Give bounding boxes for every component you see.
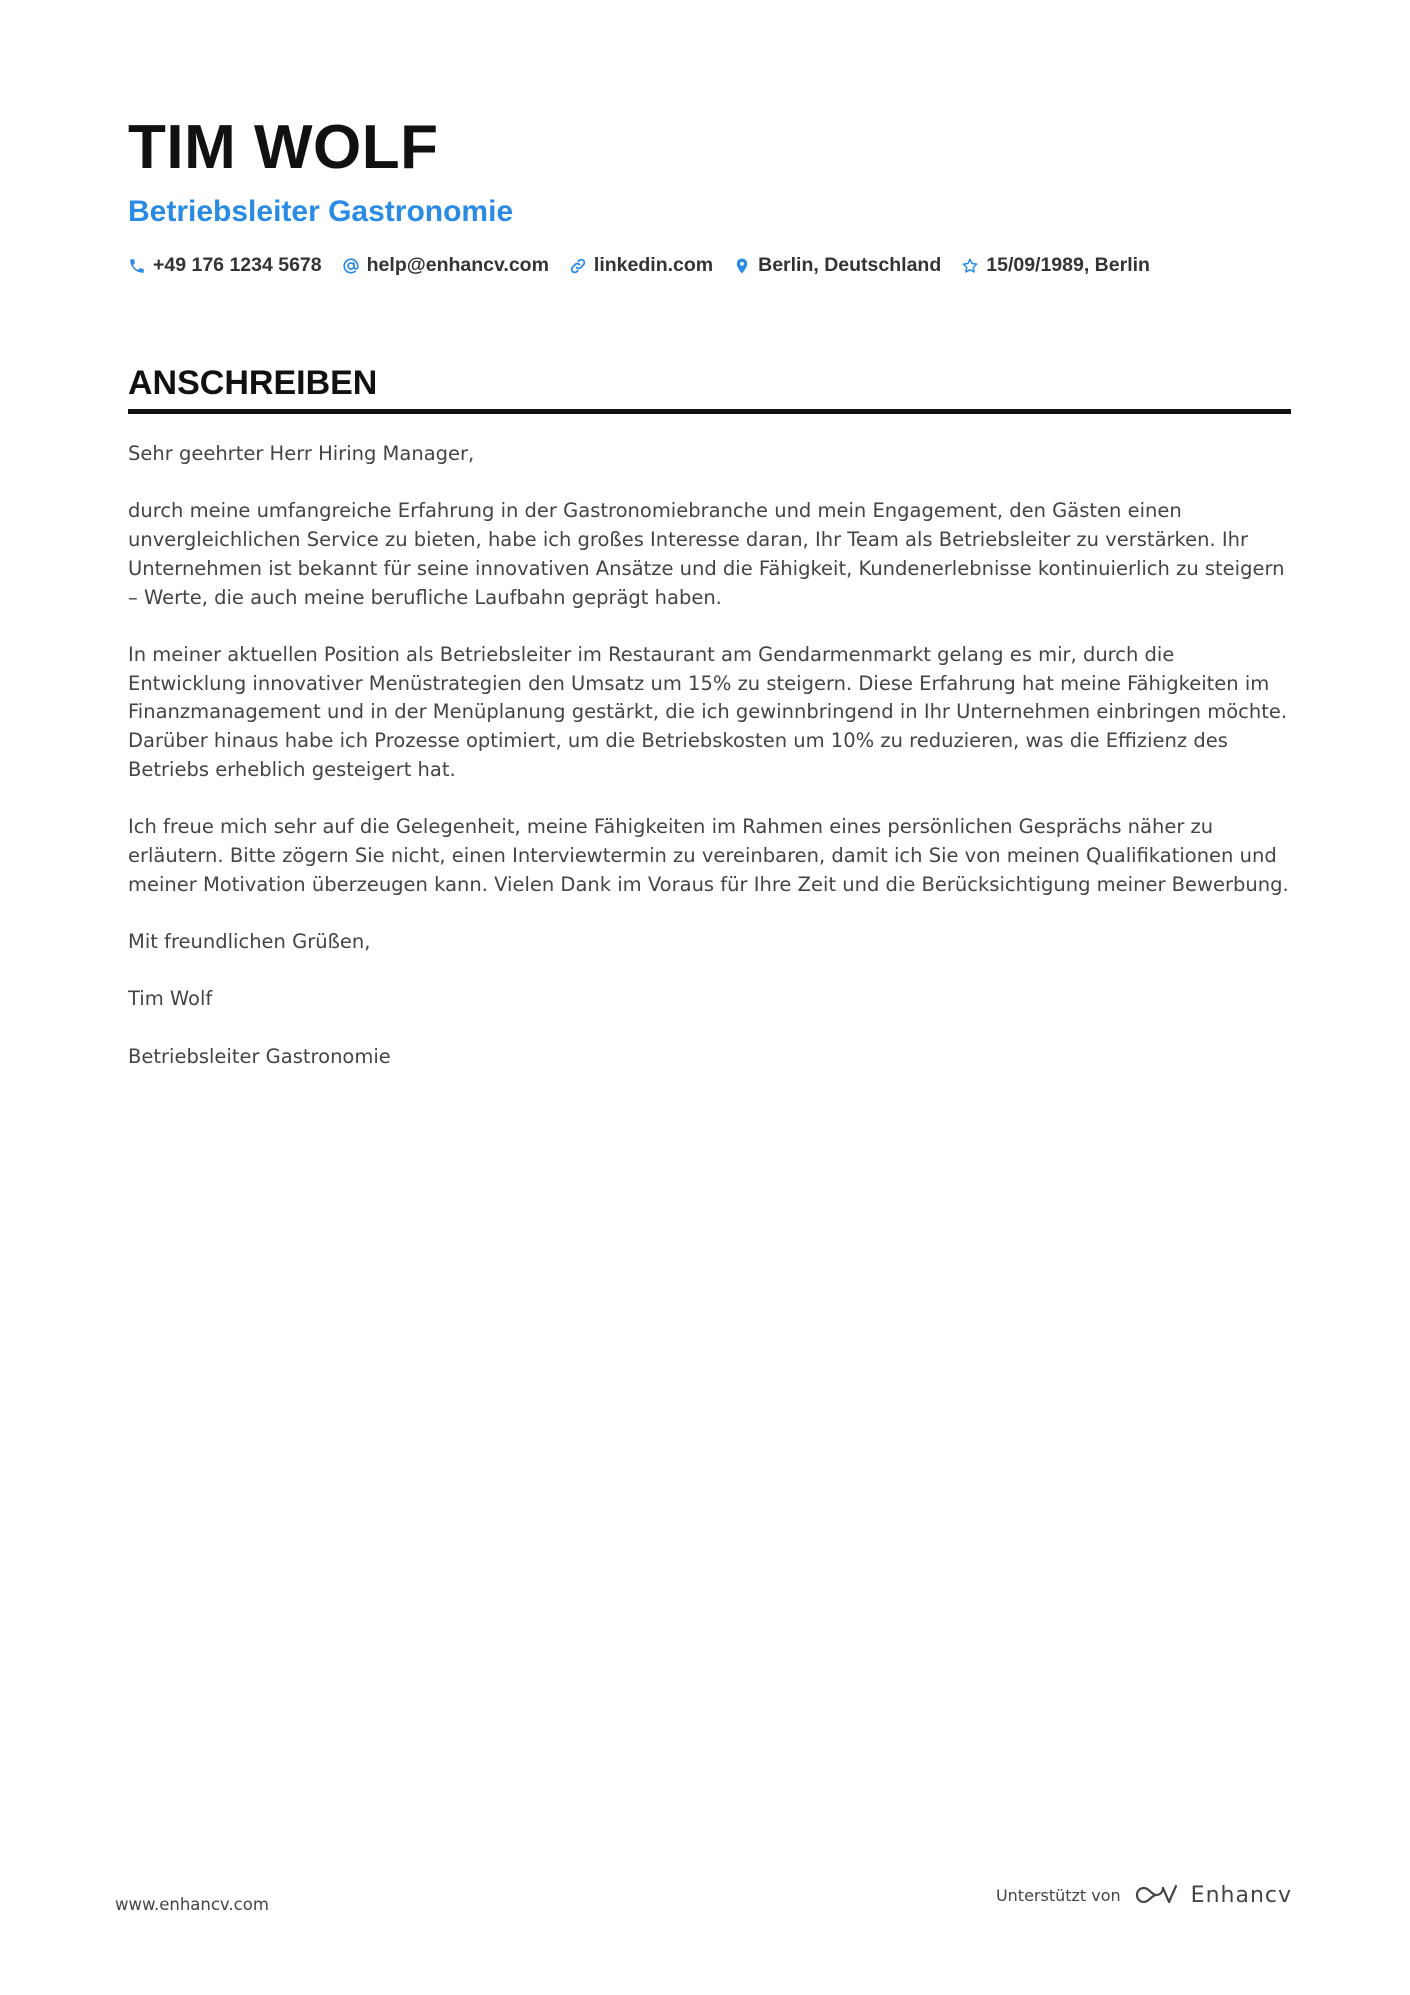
letter-body	[128, 440, 1291, 1071]
contact-birth-text: 15/09/1989, Berlin	[986, 254, 1150, 276]
brand-name: Enhancv	[1190, 1882, 1292, 1908]
contact-birth	[961, 254, 1150, 277]
location-pin-icon	[733, 257, 751, 275]
letter-salutation: Sehr geehrter Herr Hiring Manager,	[128, 442, 475, 465]
section-divider	[128, 409, 1291, 414]
enhancv-logo-icon	[1133, 1882, 1179, 1908]
link-icon	[569, 257, 587, 275]
candidate-name: TIM WOLF	[128, 113, 439, 182]
cover-letter-page	[128, 110, 1291, 1100]
contact-email-text: help@enhancv.com	[366, 254, 549, 276]
star-icon	[961, 257, 979, 275]
contact-linkedin-text: linkedin.com	[593, 254, 714, 276]
letter-paragraph: durch meine umfangreiche Erfahrung in der Gastronomiebranche und mein Engagement, den Gästen einen unvergleichlichen Service zu bieten, habe ich großes Interesse daran, Ihr Team als Betriebsleiter zu verstärken. Ihr Unternehmen ist bekannt für seine innovativen Ansätze und die Fähigkeit, Kundenerlebnisse kontinuierlich zu steigern – Werte, die auch meine berufliche Laufbahn geprägt haben.	[128, 499, 1285, 609]
contact-linkedin[interactable]	[569, 254, 713, 277]
letter-paragraph: In meiner aktuellen Position als Betriebsleiter im Restaurant am Gendarmenmarkt gelang es mir, durch die Entwicklung innovativer Menüstrategien den Umsatz um 15% zu steigern. Diese Erfahrung hat meine Fähigkeiten im Finanzmanagement und in der Menüplanung gestärkt, die ich gewinnbringend in Ihr Unternehmen einbringen möchte. Darüber hinaus habe ich Prozesse optimiert, um die Betriebskosten um 10% zu reduzieren, was die Effizienz des Betriebs erheblich gesteigert hat.	[128, 642, 1288, 781]
contact-location	[733, 254, 941, 277]
contact-phone[interactable]	[128, 254, 322, 277]
contact-location-text: Berlin, Deutschland	[758, 254, 942, 276]
letter-closing: Mit freundlichen Grüßen,	[128, 929, 371, 953]
footer-branding[interactable]	[996, 1882, 1292, 1908]
contact-email[interactable]	[342, 254, 549, 277]
footer-website[interactable]: www.enhancv.com	[115, 1895, 269, 1914]
signature-title: Betriebsleiter Gastronomie	[128, 1044, 391, 1068]
letter-paragraph: Ich freue mich sehr auf die Gelegenheit, meine Fähigkeiten im Rahmen eines persönlichen Gesprächs näher zu erläutern. Bitte zögern Sie nicht, einen Interviewtermin zu vereinbaren, damit ich Sie von meinen Qualifikationen und meiner Motivation überzeugen kann. Vielen Dank im Voraus für Ihre Zeit und die Berücksichtigung meiner Bewerbung.	[128, 815, 1289, 896]
powered-by-label: Unterstützt von	[995, 1885, 1121, 1905]
section-title: ANSCHREIBEN	[128, 364, 378, 402]
candidate-job-title: Betriebsleiter Gastronomie	[128, 195, 514, 228]
signature-name: Tim Wolf	[128, 987, 213, 1011]
contact-phone-text: +49 176 1234 5678	[153, 254, 322, 276]
contact-info-row	[128, 254, 1291, 277]
phone-icon	[128, 257, 146, 275]
at-icon	[342, 257, 360, 275]
